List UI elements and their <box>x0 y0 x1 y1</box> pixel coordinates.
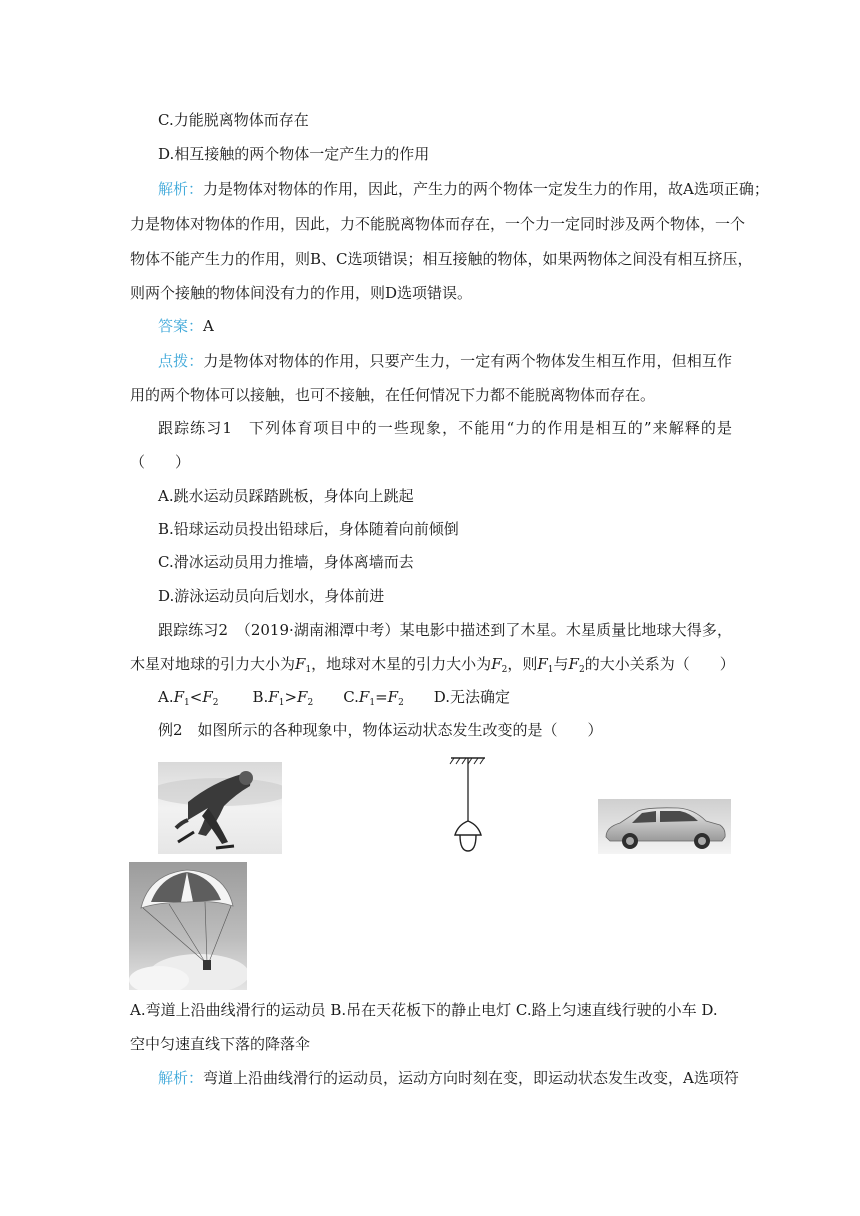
practice1-option-a: A.跳水运动员踩踏跳板，身体向上跳起 <box>158 487 414 505</box>
p2-opt-c-s2: 2 <box>398 698 404 708</box>
practice1-option-c: C.滑冰运动员用力推墙，身体离墙而去 <box>158 553 414 571</box>
force-f1: F <box>295 655 306 673</box>
hanging-lamp-image <box>448 755 488 857</box>
p2-opt-c-s1: 1 <box>369 698 376 708</box>
practice2-stem-2 <box>130 654 735 680</box>
p2-text-b: ，地球对木星的引力大小为 <box>311 655 492 673</box>
sub-1b: 1 <box>547 665 554 675</box>
p2-opt-b-f1: F <box>268 688 279 706</box>
option-d: D.相互接触的两个物体一定产生力的作用 <box>158 145 430 163</box>
p2-opt-a-f1: F <box>173 688 185 706</box>
p2-opt-c-label: C. <box>343 688 359 706</box>
p2-opt-c-f1: F <box>358 688 370 706</box>
practice2-options <box>158 687 510 713</box>
force-f2b: F <box>568 655 579 673</box>
analysis-line-3: 物体不能产生力的作用，则B、C选项错误；相互接触的物体，如果两物体之间没有相互挤压， <box>130 250 753 268</box>
p2-text-c: ，则 <box>507 655 538 673</box>
parachute-image <box>129 862 247 990</box>
sub-2: 2 <box>501 665 508 675</box>
example2-options-line-1: A.弯道上沿曲线滑行的运动员 B.吊在天花板下的静止电灯 C.路上匀速直线行驶的小车 D. <box>130 1001 718 1019</box>
p2-opt-d: D.无法确定 <box>433 688 511 706</box>
tip-label: 点拨： <box>158 352 204 370</box>
p2-opt-b-label: B. <box>252 688 269 706</box>
practice1-stem-1: 跟踪练习1 下列体育项目中的一些现象，不能用“力的作用是相互的”来解释的是 <box>158 419 732 437</box>
sub-2b: 2 <box>578 665 585 675</box>
p2-opt-b-s2: 2 <box>307 698 314 708</box>
example2-analysis <box>158 1068 739 1088</box>
analysis-line-1 <box>158 179 769 199</box>
example2-stem: 例2 如图所示的各种现象中，物体运动状态发生改变的是（ ） <box>158 721 603 739</box>
p2-opt-b-f2: F <box>297 688 308 706</box>
skater-image <box>158 762 282 854</box>
tip-line-2: 用的两个物体可以接触，也可不接触，在任何情况下力都不能脱离物体而存在。 <box>130 386 656 404</box>
option-c: C.力能脱离物体而存在 <box>158 111 309 129</box>
example2-options-line-2: 空中匀速直线下落的降落伞 <box>130 1035 311 1053</box>
p2-opt-b-op: > <box>284 688 298 706</box>
p2-opt-a-op: < <box>189 688 203 706</box>
analysis-line-2: 力是物体对物体的作用，因此，力不能脱离物体而存在，一个力一定同时涉及两个物体，一个 <box>130 215 746 233</box>
p2-opt-a-s1: 1 <box>184 698 190 708</box>
p2-opt-c-f2: F <box>387 688 399 706</box>
practice2-stem-1: 跟踪练习2 （2019·湖南湘潭中考）某电影中描述到了木星。木星质量比地球大得多， <box>158 621 732 639</box>
tip-line-1 <box>158 351 732 371</box>
analysis-line-4: 则两个接触的物体间没有力的作用，则D选项错误。 <box>130 284 473 302</box>
answer-line <box>158 316 214 336</box>
tip-text: 力是物体对物体的作用，只要产生力，一定有两个物体发生相互作用，但相互作 <box>203 352 732 370</box>
car-image <box>598 799 731 854</box>
p2-opt-a-label: A. <box>158 688 174 706</box>
example2-analysis-text: 弯道上沿曲线滑行的运动员，运动方向时刻在变，即运动状态发生改变，A选项符 <box>203 1069 739 1087</box>
practice1-option-d: D.游泳运动员向后划水，身体前进 <box>158 587 385 605</box>
analysis-label: 解析： <box>158 180 204 198</box>
practice1-stem-2: （ ） <box>130 453 191 471</box>
p2-opt-a-f2: F <box>202 688 213 706</box>
sub-1: 1 <box>305 665 312 675</box>
p2-text-d: 与 <box>553 655 569 673</box>
p2-opt-c-op: = <box>375 688 388 706</box>
answer-value: A <box>203 317 214 335</box>
p2-text-a: 木星对地球的引力大小为 <box>130 655 296 673</box>
answer-label: 答案： <box>158 317 204 335</box>
analysis-text: 力是物体对物体的作用，因此，产生力的两个物体一定发生力的作用，故A选项正确； <box>203 180 769 198</box>
p2-opt-a-s2: 2 <box>212 698 219 708</box>
force-f2: F <box>491 655 502 673</box>
p2-text-e: 的大小关系为（ ） <box>584 655 735 673</box>
p2-opt-b-s1: 1 <box>278 698 285 708</box>
example2-analysis-label: 解析： <box>158 1069 204 1087</box>
practice1-option-b: B.铅球运动员投出铅球后，身体随着向前倾倒 <box>158 520 459 538</box>
force-f1b: F <box>537 655 548 673</box>
